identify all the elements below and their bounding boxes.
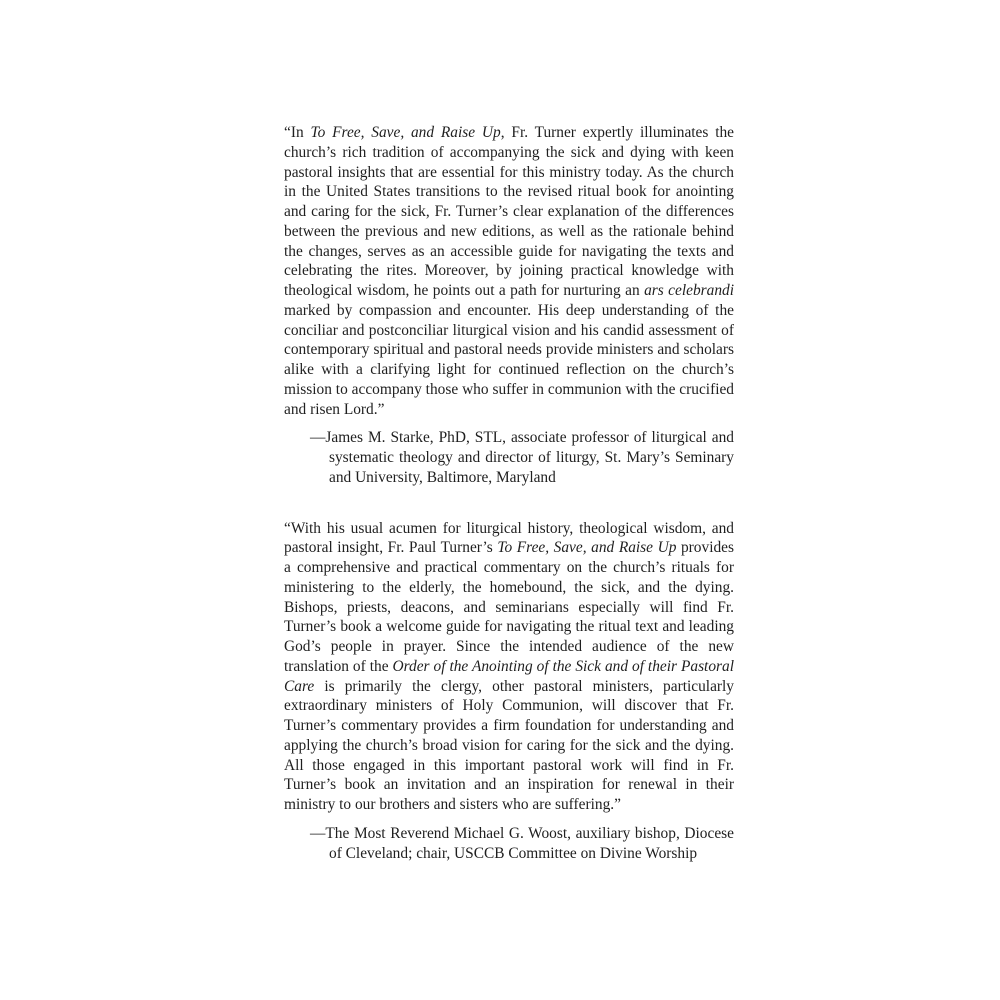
quote-1-part-1: “In (284, 124, 311, 141)
quote-1-part-3: marked by compassion and encounter. His deep understanding of the conciliar and postconciliar liturgical vision and his candid assessment of contemporary spiritual and pastoral needs provide ministers and scholars alike with a clarifying light for continued reflection on the church’s mission to accompany those who suffer in communion with the crucified and risen Lord.” (284, 301, 734, 418)
quote-1-part-2: , Fr. Turner expertly illuminates the church’s rich tradition of accompanying the sick and dying with keen pastoral insights that are essential for this ministry today. As the church in the United States transitions to the revised ritual book for anointing and caring for the sick, Fr. Turner’s clear explanation of the differences between the previous and new editions, as well as the rationale behind the changes, serves as an accessible guide for navigating the texts and celebrating the rites. Moreover, by joining practical knowledge with theological wisdom, he points out a path for nurturing an (284, 124, 734, 299)
endorsement-attribution-1: —James M. Starke, PhD, STL, associate professor of liturgical and systematic theology and director of liturgy, St. Mary’s Seminary and University, Baltimore, Maryland (310, 429, 734, 486)
endorsement-attribution-2: —The Most Reverend Michael G. Woost, auxiliary bishop, Diocese of Cleveland; chair, USCCB Committee on Divine Worship (310, 824, 734, 862)
quote-2-part-2: provides a comprehensive and practical commentary on the church’s rituals for ministering to the elderly, the homebound, the sick, and the dying. Bishops, priests, deacons, and seminarians especially will find Fr. Turner’s book a welcome guide for navigating the ritual text and leading God’s people in prayer. Since the intended audience of the new translation of the (284, 539, 734, 675)
quote-2-part-1: “With his usual acumen for liturgical history, theological wisdom, and pastoral insight, Fr. Paul Turner’s (284, 519, 734, 557)
endorsements-page (284, 123, 734, 863)
endorsement-quote-1 (284, 123, 734, 419)
quote-2-part-3: is primarily the clergy, other pastoral ministers, particularly extraordinary ministers of Holy Communion, will discover that Fr. Turner’s commentary provides a firm foundation for understanding and applying the church’s broad vision for caring for the sick and the dying. All those engaged in this important pastoral work will find in Fr. Turner’s book an invitation and an inspiration for renewal in their ministry to our brothers and sisters who are suffering.” (284, 677, 734, 813)
quote-1-latin-term: ars celebrandi (644, 282, 734, 299)
quote-1-book-title: To Free, Save, and Raise Up (310, 124, 501, 141)
quote-2-ritual-title: Order of the Anointing of the Sick and of their Pastoral Care (284, 657, 734, 695)
endorsement-quote-2 (284, 519, 734, 815)
quote-2-book-title: To Free, Save, and Raise Up (497, 539, 677, 557)
